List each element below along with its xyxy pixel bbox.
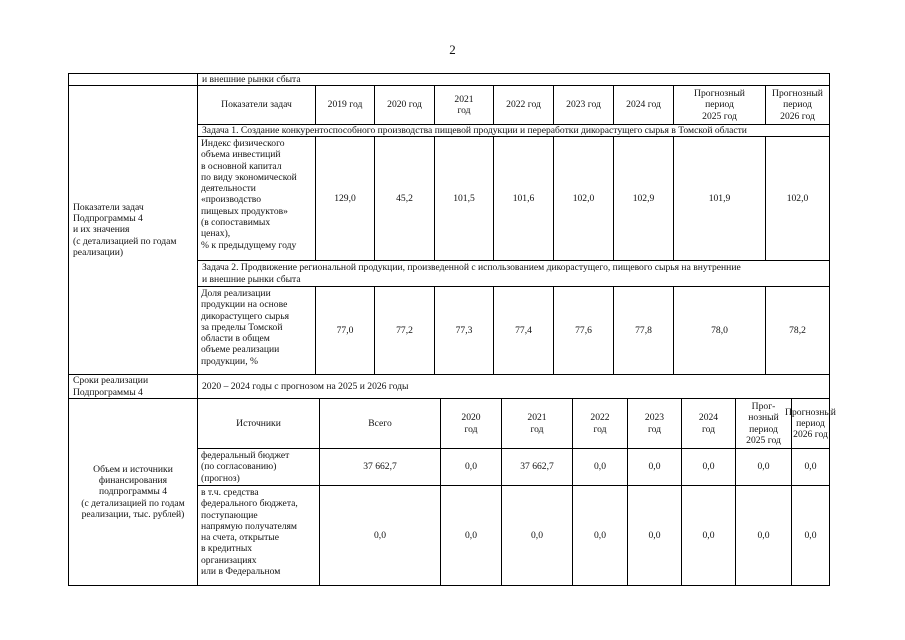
indicator2-value-4	[553, 286, 614, 375]
indicator1-value-2-text: 101,5	[453, 192, 475, 204]
indicator1-value-1	[374, 136, 435, 261]
funding-value-0-6-text: 0,0	[757, 461, 770, 473]
funding-header-7-text: Прог- нозный период 2025 год	[746, 400, 781, 446]
funding-label-text: Объем и источники финансирования подпрограммы 4 (с детализацией по годам реализации, тыс. рублей)	[81, 463, 185, 520]
indicator2-value-3	[493, 286, 554, 375]
indicator-header-8	[765, 85, 830, 125]
indicator-header-3-text: 2021 год	[454, 93, 474, 116]
funding-value-0-0-text: 37 662,7	[363, 461, 397, 473]
funding-value-1-2	[501, 485, 573, 586]
task2-text-text: Задача 2. Продвижение региональной продукции, произведенной с использованием дикорастущего, пищевого сырья на внутренние и внешние рынки сбыта	[202, 262, 741, 285]
funding-value-1-7-text: 0,0	[804, 529, 817, 541]
funding-header-2	[440, 398, 502, 449]
funding-value-1-5-text: 0,0	[702, 529, 715, 541]
indicator1-value-3-text: 101,6	[512, 192, 535, 204]
terms-value	[197, 374, 830, 399]
funding-value-0-3-text: 0,0	[594, 461, 606, 473]
funding-value-1-6	[735, 485, 792, 586]
task1-text-text: Задача 1. Создание конкурентоспособного производства пищевой продукции и переработки дикорастущего сырья в Томской области	[202, 124, 747, 136]
funding-value-1-0-text: 0,0	[374, 529, 386, 541]
funding-value-0-2	[501, 448, 573, 486]
funding-value-0-7	[791, 448, 830, 486]
indicator1-value-6	[673, 136, 766, 261]
indicator-header-2-text: 2020 год	[387, 99, 422, 111]
indicator2-value-6-text: 78,0	[711, 324, 728, 336]
indicator2-value-7	[765, 286, 830, 375]
funding-header-1-text: Всего	[368, 417, 392, 429]
funding-value-1-4-text: 0,0	[648, 529, 661, 541]
funding-source-0	[197, 448, 320, 486]
indicator2-value-7-text: 78,2	[789, 324, 806, 336]
funding-header-0-text: Источники	[236, 417, 281, 429]
top-row-text-text: и внешние рынки сбыта	[202, 73, 301, 85]
indicator2-name-text: Доля реализации продукции на основе дикорастущего сырья за пределы Томской области в общем объеме реализации продукции, %	[201, 288, 289, 367]
indicator1-value-7-text: 102,0	[786, 192, 809, 204]
funding-value-1-4	[627, 485, 682, 586]
funding-header-3-text: 2021 год	[527, 412, 547, 435]
funding-header-6	[681, 398, 736, 449]
funding-value-0-6	[735, 448, 792, 486]
funding-header-5	[627, 398, 682, 449]
indicator-header-1	[315, 85, 375, 125]
indicator1-value-4	[553, 136, 614, 261]
funding-value-1-3-text: 0,0	[594, 529, 606, 541]
funding-value-0-4-text: 0,0	[648, 461, 661, 473]
indicators-label	[68, 85, 198, 375]
funding-value-0-1-text: 0,0	[465, 461, 477, 473]
indicator-header-2	[374, 85, 435, 125]
indicator-header-8-text: Прогнозный период 2026 год	[772, 88, 823, 122]
indicator-header-7-text: Прогнозный период 2025 год	[694, 88, 745, 122]
funding-header-4-text: 2022 год	[590, 412, 610, 435]
indicator1-value-0	[315, 136, 375, 261]
indicator1-value-5	[613, 136, 674, 261]
funding-value-1-1-text: 0,0	[465, 529, 477, 541]
indicator-header-6-text: 2024 год	[626, 99, 661, 111]
indicator2-value-1-text: 77,2	[396, 324, 413, 336]
indicator2-value-5-text: 77,8	[635, 324, 652, 336]
funding-header-2-text: 2020 год	[461, 412, 481, 435]
indicator2-value-4-text: 77,6	[575, 324, 592, 336]
funding-source-0-text: федеральный бюджет (по согласованию) (прогноз)	[201, 450, 290, 484]
funding-value-1-5	[681, 485, 736, 586]
funding-value-1-6-text: 0,0	[757, 529, 770, 541]
indicator1-value-3	[493, 136, 554, 261]
indicator1-value-7	[765, 136, 830, 261]
funding-header-5-text: 2023 год	[644, 412, 665, 435]
indicator2-value-6	[673, 286, 766, 375]
indicator2-value-1	[374, 286, 435, 375]
funding-value-1-0	[319, 485, 441, 586]
page-number: 2	[449, 42, 456, 57]
indicator2-value-3-text: 77,4	[515, 324, 532, 336]
indicator-header-1-text: 2019 год	[327, 99, 363, 111]
indicator2-value-0-text: 77,0	[336, 324, 354, 336]
indicator-header-0-text: Показатели задач	[221, 99, 292, 111]
terms-value-text: 2020 – 2024 годы с прогнозом на 2025 и 2026 годы	[202, 380, 409, 392]
indicator-header-5-text: 2023 год	[566, 99, 601, 111]
funding-header-7	[735, 398, 792, 449]
indicator-header-7	[673, 85, 766, 125]
indicator-header-4-text: 2022 год	[506, 99, 541, 111]
indicator2-value-2	[434, 286, 494, 375]
indicator-header-5	[553, 85, 614, 125]
funding-value-1-3	[572, 485, 628, 586]
indicator1-value-6-text: 101,9	[708, 192, 731, 204]
funding-value-0-1	[440, 448, 502, 486]
indicators-label-text: Показатели задач Подпрограммы 4 и их значения (с детализацией по годам реализации)	[73, 201, 177, 258]
indicator-header-6	[613, 85, 674, 125]
funding-value-0-3	[572, 448, 628, 486]
funding-header-8-text: Прогнозный период 2026 год	[785, 406, 836, 441]
indicator1-value-5-text: 102,9	[632, 192, 655, 204]
funding-value-0-7-text: 0,0	[804, 461, 817, 473]
terms-label	[68, 374, 198, 399]
funding-header-1	[319, 398, 441, 449]
indicator1-name-text: Индекс физического объема инвестиций в основной капитал по виду экономической деятельности «производство пищевых продуктов» (в сопоставимых ценах), % к предыдущему году	[201, 138, 297, 251]
funding-header-4	[572, 398, 628, 449]
funding-value-0-5	[681, 448, 736, 486]
task2-text	[197, 260, 830, 287]
funding-header-8	[785, 398, 836, 449]
indicator2-value-0	[315, 286, 375, 375]
indicator-header-3	[434, 85, 494, 125]
funding-value-1-7	[791, 485, 830, 586]
indicator-header-0	[197, 85, 316, 125]
funding-value-0-4	[627, 448, 682, 486]
indicator1-name	[197, 136, 316, 261]
funding-source-1-text: в т.ч. средства федерального бюджета, поступающие напрямую получателям на счета, открытые в кредитных организациях или в Федеральном	[201, 487, 298, 578]
indicator-header-4	[493, 85, 554, 125]
funding-header-0	[197, 398, 320, 449]
indicator2-value-2-text: 77,3	[455, 324, 473, 336]
funding-header-6-text: 2024 год	[698, 412, 719, 435]
funding-value-0-5-text: 0,0	[702, 461, 715, 473]
indicator1-value-1-text: 45,2	[396, 192, 413, 204]
indicator1-value-2	[434, 136, 494, 261]
funding-value-1-2-text: 0,0	[531, 529, 543, 541]
indicator1-value-4-text: 102,0	[572, 192, 595, 204]
funding-value-0-2-text: 37 662,7	[520, 461, 554, 473]
funding-value-0-0	[319, 448, 441, 486]
funding-header-3	[501, 398, 573, 449]
indicator2-value-5	[613, 286, 674, 375]
funding-label	[68, 398, 198, 586]
funding-value-1-1	[440, 485, 502, 586]
indicator1-value-0-text: 129,0	[334, 192, 356, 204]
indicator2-name	[197, 286, 316, 375]
terms-label-text: Сроки реализации Подпрограммы 4	[73, 375, 149, 398]
funding-source-1	[197, 485, 320, 586]
